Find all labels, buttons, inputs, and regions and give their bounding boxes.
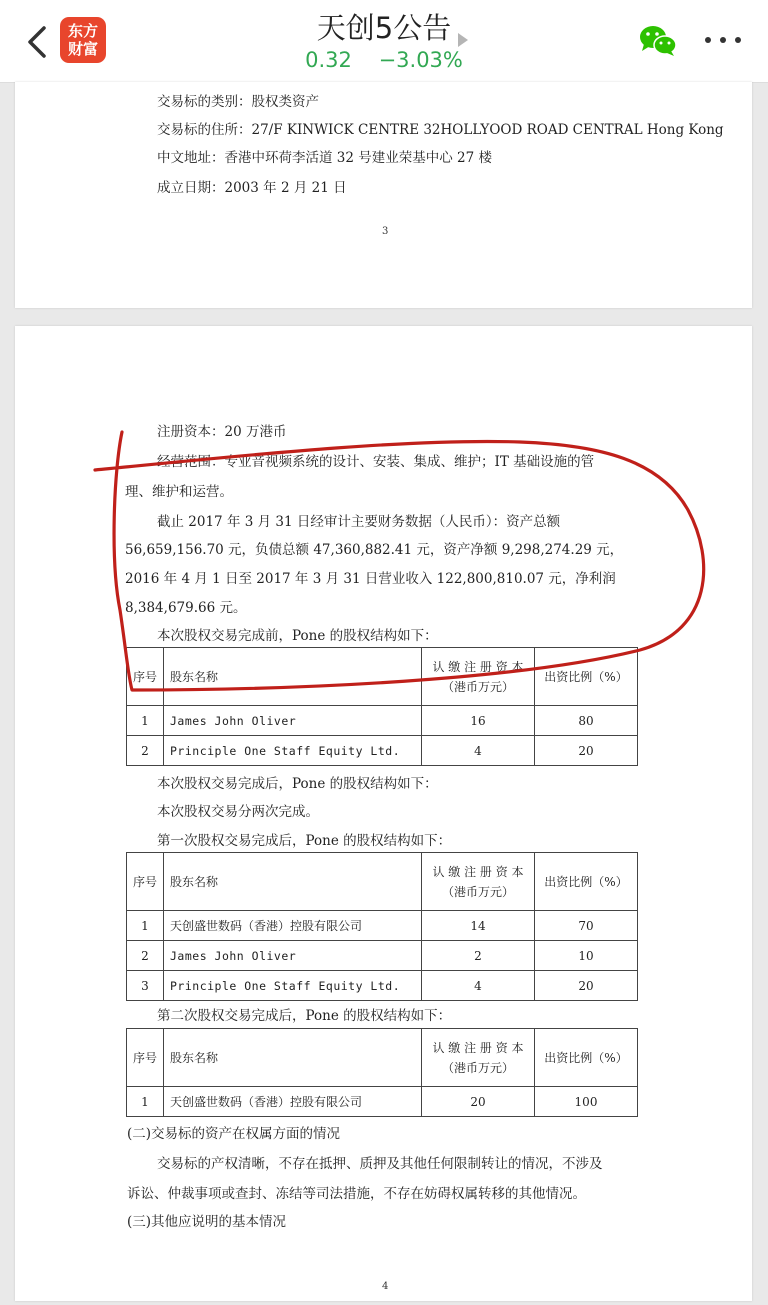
text-line: 本次股权交易完成前，Pone 的股权结构如下： [157, 628, 438, 644]
cell-capital: 16 [422, 706, 535, 736]
col-header-capital [422, 648, 535, 706]
cell-no: 1 [127, 911, 164, 941]
top-bar [0, 0, 768, 83]
col-header-no: 序号 [127, 648, 164, 706]
capital-header-line: 认 缴 注 册 资 本 [432, 659, 524, 674]
text-line: 交易标的产权清晰，不存在抵押、质押及其他任何限制转让的情况，不涉及 [157, 1156, 603, 1172]
section-heading: (二)交易标的资产在权属方面的情况 [127, 1126, 341, 1142]
text-line: 中文地址：香港中环荷李活道 32 号建业荣基中心 27 楼 [157, 150, 493, 166]
cell-ratio: 80 [535, 706, 638, 736]
text-line: 2016 年 4 月 1 日至 2017 年 3 月 31 日营业收入 122,800,810.07 元，净利润 [125, 571, 616, 587]
text-line: 56,659,156.70 元，负债总额 47,360,882.41 元，资产净额 9,298,274.29 元， [125, 542, 624, 558]
text-line: 成立日期：2003 年 2 月 21 日 [157, 180, 347, 196]
logo-line-2: 财富 [67, 40, 98, 58]
cell-no: 3 [127, 971, 164, 1001]
col-header-capital [422, 853, 535, 911]
cell-ratio: 100 [535, 1087, 638, 1117]
cell-capital: 4 [422, 736, 535, 766]
text-line: 第一次股权交易完成后，Pone 的股权结构如下： [157, 833, 452, 849]
table-row [127, 1087, 638, 1117]
cell-no: 1 [127, 1087, 164, 1117]
text-line: 8,384,679.66 元。 [125, 600, 247, 616]
text-line: 截止 2017 年 3 月 31 日经审计主要财务数据（人民币）：资产总额 [157, 514, 561, 530]
cell-name: James John Oliver [164, 706, 422, 736]
capital-header-unit: （港币万元） [441, 679, 514, 694]
capital-header-line: 认 缴 注 册 资 本 [432, 864, 524, 879]
col-header-name: 股东名称 [164, 1029, 422, 1087]
cell-name: Principle One Staff Equity Ltd. [164, 971, 422, 1001]
col-header-ratio: 出资比例（%） [535, 1029, 638, 1087]
cell-name: Principle One Staff Equity Ltd. [164, 736, 422, 766]
document-page-4 [15, 326, 752, 1301]
cell-ratio: 20 [535, 971, 638, 1001]
cell-capital: 20 [422, 1087, 535, 1117]
text-line: 诉讼、仲裁事项或查封、冻结等司法措施，不存在妨碍权属转移的其他情况。 [127, 1186, 586, 1202]
table-row [127, 941, 638, 971]
shareholding-table-before [126, 647, 638, 766]
page-title: 天创5公告 [316, 11, 452, 45]
capital-header-unit: （港币万元） [441, 884, 514, 899]
table-row [127, 736, 638, 766]
col-header-capital [422, 1029, 535, 1087]
stock-price: 0.32 [305, 48, 352, 72]
logo-line-1: 东方 [67, 22, 98, 40]
document-page-3 [15, 82, 752, 308]
col-header-ratio: 出资比例（%） [535, 853, 638, 911]
cell-ratio: 70 [535, 911, 638, 941]
capital-header-line: 认 缴 注 册 资 本 [432, 1040, 524, 1055]
table-row [127, 971, 638, 1001]
text-line: 本次股权交易分两次完成。 [157, 804, 319, 820]
stock-change: −3.03% [378, 48, 463, 72]
col-header-ratio: 出资比例（%） [535, 648, 638, 706]
cell-capital: 4 [422, 971, 535, 1001]
page-number: 4 [382, 1281, 389, 1292]
text-line: 经营范围：专业音视频系统的设计、安装、集成、维护；IT 基础设施的管 [157, 454, 595, 470]
col-header-name: 股东名称 [164, 648, 422, 706]
shareholding-table-second [126, 1028, 638, 1117]
text-line: 交易标的住所：27/F KINWICK CENTRE 32HOLLYOOD ROAD CENTRAL Hong Kong [157, 122, 724, 138]
text-line: 理、维护和运营。 [125, 484, 233, 500]
wechat-icon[interactable] [638, 24, 678, 58]
table-row [127, 706, 638, 736]
title-expand-icon[interactable] [458, 33, 468, 47]
capital-header-unit: （港币万元） [441, 1060, 514, 1075]
cell-capital: 14 [422, 911, 535, 941]
text-line: 本次股权交易完成后，Pone 的股权结构如下： [157, 776, 438, 792]
cell-no: 2 [127, 736, 164, 766]
more-icon[interactable] [705, 28, 741, 52]
col-header-name: 股东名称 [164, 853, 422, 911]
cell-no: 1 [127, 706, 164, 736]
col-header-no: 序号 [127, 1029, 164, 1087]
col-header-no: 序号 [127, 853, 164, 911]
shareholding-table-first [126, 852, 638, 1001]
cell-ratio: 20 [535, 736, 638, 766]
text-line: 交易标的类别：股权类资产 [157, 94, 319, 110]
section-heading: (三)其他应说明的基本情况 [127, 1214, 287, 1230]
cell-name: 天创盛世数码（香港）控股有限公司 [164, 1087, 422, 1117]
text-line: 第二次股权交易完成后，Pone 的股权结构如下： [157, 1008, 452, 1024]
cell-ratio: 10 [535, 941, 638, 971]
cell-name: 天创盛世数码（香港）控股有限公司 [164, 911, 422, 941]
cell-no: 2 [127, 941, 164, 971]
page-number: 3 [382, 226, 389, 237]
table-row [127, 911, 638, 941]
cell-capital: 2 [422, 941, 535, 971]
cell-name: James John Oliver [164, 941, 422, 971]
text-line: 注册资本：20 万港币 [157, 424, 287, 440]
